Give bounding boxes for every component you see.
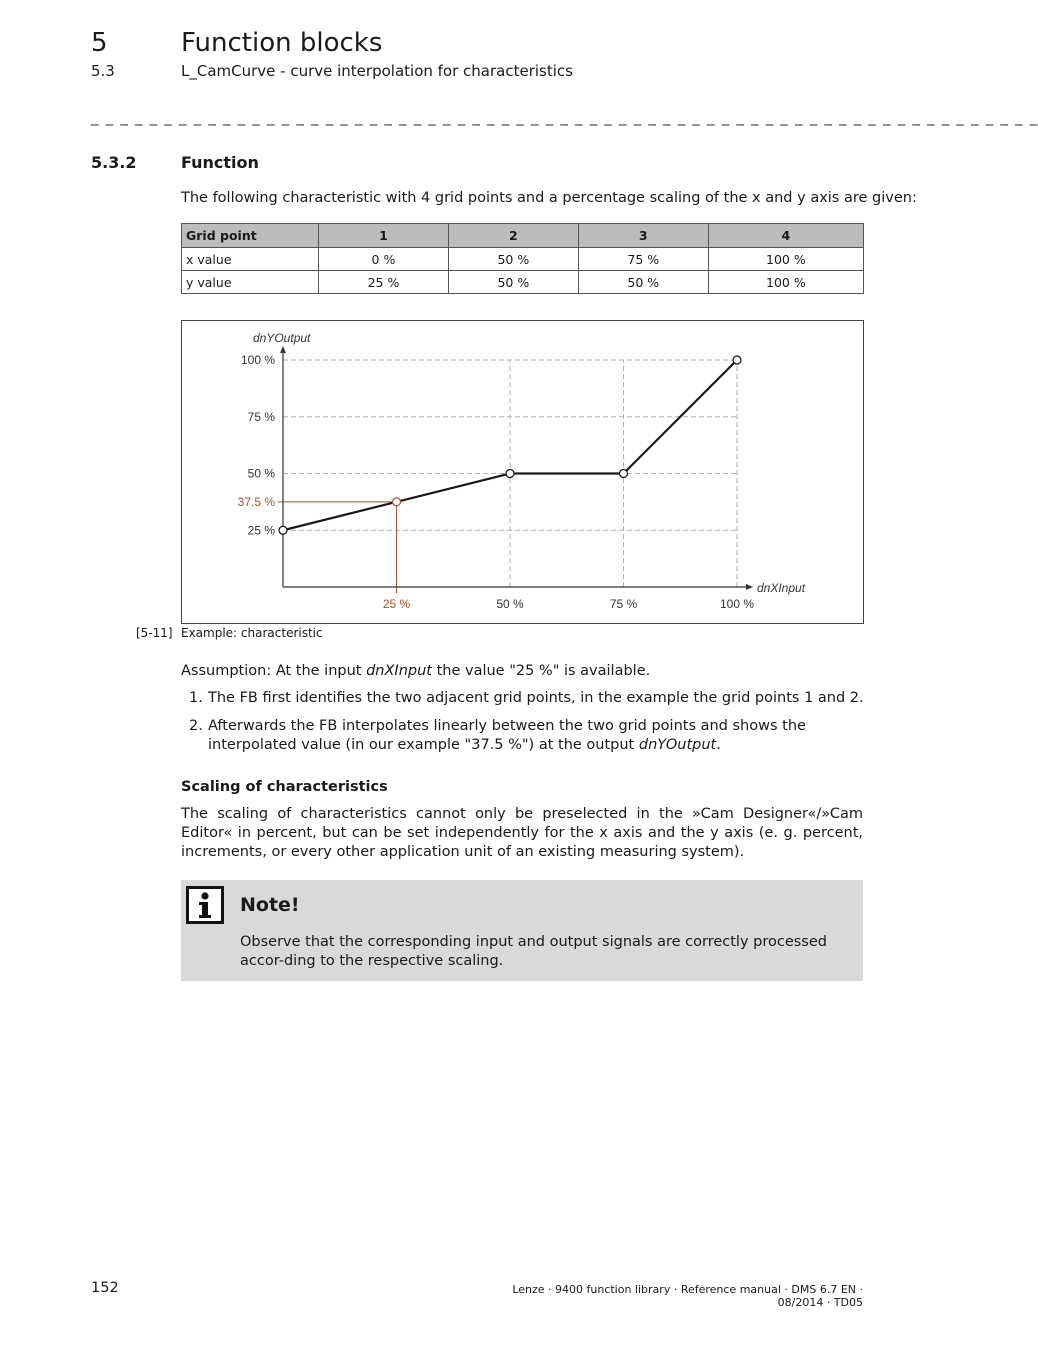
x-tick-label: 75 %: [609, 597, 638, 611]
list-item-text: The FB first identifies the two adjacent grid points, in the example the grid points 1 and 2.: [208, 690, 864, 706]
x-tick-label: 25 %: [382, 597, 411, 611]
y-tick-label: 50 %: [247, 466, 275, 481]
characteristic-chart: [182, 321, 863, 623]
x-axis-label: dnXInput: [757, 581, 806, 595]
section-title: Function: [181, 153, 259, 172]
table-cell: 100 %: [708, 271, 863, 294]
subsection-number: 5.3: [91, 62, 115, 80]
data-point: [733, 356, 741, 364]
table-row: [182, 271, 864, 294]
assumption-text-end: the value "25 %" is available.: [431, 663, 651, 679]
x-tick-label: 50 %: [496, 597, 524, 611]
note-text: Observe that the corresponding input and output signals are correctly processed accor-ding to the respective scaling.: [240, 934, 827, 969]
assumption-text: Assumption: At the input: [181, 663, 367, 679]
table-cell: 25 %: [319, 271, 449, 294]
y-tick-label: 100 %: [240, 353, 275, 367]
x-axis-arrow-icon: [746, 584, 753, 590]
grid-point-table: [181, 223, 864, 294]
section-number: 5.3.2: [91, 153, 137, 172]
list-item-text-end: .: [716, 737, 721, 753]
characteristic-figure: [181, 320, 864, 624]
table-cell: y value: [182, 271, 319, 294]
list-item-number: 1.: [189, 690, 203, 706]
y-tick-label: 75 %: [247, 409, 275, 424]
y-tick-label: 25 %: [247, 523, 275, 538]
page-number: 152: [91, 1280, 119, 1296]
table-cell: 75 %: [578, 248, 708, 271]
table-header-cell: 1: [319, 224, 449, 248]
note-title: Note!: [240, 894, 300, 916]
table-cell: 50 %: [448, 248, 578, 271]
y-axis-label: dnYOutput: [253, 331, 311, 345]
info-icon: [186, 886, 224, 924]
note-box: [181, 880, 863, 981]
list-item-text: [208, 717, 864, 755]
y-tick-label: 37.5 %: [237, 494, 275, 509]
intro-paragraph: The following characteristic with 4 grid points and a percentage scaling of the x and y axis are given:: [181, 190, 917, 206]
assumption-paragraph: [181, 662, 650, 681]
header-separator: _ _ _ _ _ _ _ _ _ _ _ _ _ _ _ _ _ _ _ _ _ _ _ _ _ _ _ _ _ _ _ _ _ _ _ _ _ _ _ _ _ _ _ _ _ _ _ _ _ _ _ _ _ _ _ _ _ _ _ _ _ _ _ _ _: [91, 108, 1038, 126]
assumption-variable: dnXInput: [366, 663, 432, 679]
table-header-cell: 2: [448, 224, 578, 248]
table-header-row: [182, 224, 864, 248]
table-cell: x value: [182, 248, 319, 271]
footer-doc-info: Lenze · 9400 function library · Reference manual · DMS 6.7 EN · 08/2014 · TD05: [512, 1283, 863, 1309]
scaling-heading: Scaling of characteristics: [181, 779, 388, 795]
table-header-cell: 3: [578, 224, 708, 248]
data-point: [620, 470, 628, 478]
table-cell: 100 %: [708, 248, 863, 271]
chapter-number: 5: [91, 28, 108, 58]
table-cell: 50 %: [448, 271, 578, 294]
output-variable: dnYOutput: [638, 737, 717, 753]
scaling-paragraph: The scaling of characteristics cannot only be preselected in the »Cam Designer«/»Cam Editor« in percent, but can be set independently for the x axis and the y axis (e. g. percent, increments, or every other application unit of an existing measuring system).: [181, 806, 863, 860]
data-point: [279, 526, 287, 534]
figure-caption-text: Example: characteristic: [181, 626, 323, 640]
list-item-number: 2.: [189, 718, 203, 734]
table-cell: 0 %: [319, 248, 449, 271]
chapter-title: Function blocks: [181, 28, 383, 58]
table-cell: 50 %: [578, 271, 708, 294]
list-item-text-start: Afterwards the FB interpolates linearly between the two grid points and shows the interpolated value (in our example "37.5 %") at the output: [208, 718, 806, 753]
table-header-cell: Grid point: [182, 224, 319, 248]
figure-caption-number: [5-11]: [136, 626, 173, 640]
subsection-title: L_CamCurve - curve interpolation for characteristics: [181, 62, 573, 80]
highlight-point: [393, 498, 401, 506]
data-point: [506, 470, 514, 478]
x-tick-label: 100 %: [719, 597, 755, 611]
table-row: [182, 248, 864, 271]
table-header-cell: 4: [708, 224, 863, 248]
y-axis-arrow-icon: [280, 346, 286, 353]
